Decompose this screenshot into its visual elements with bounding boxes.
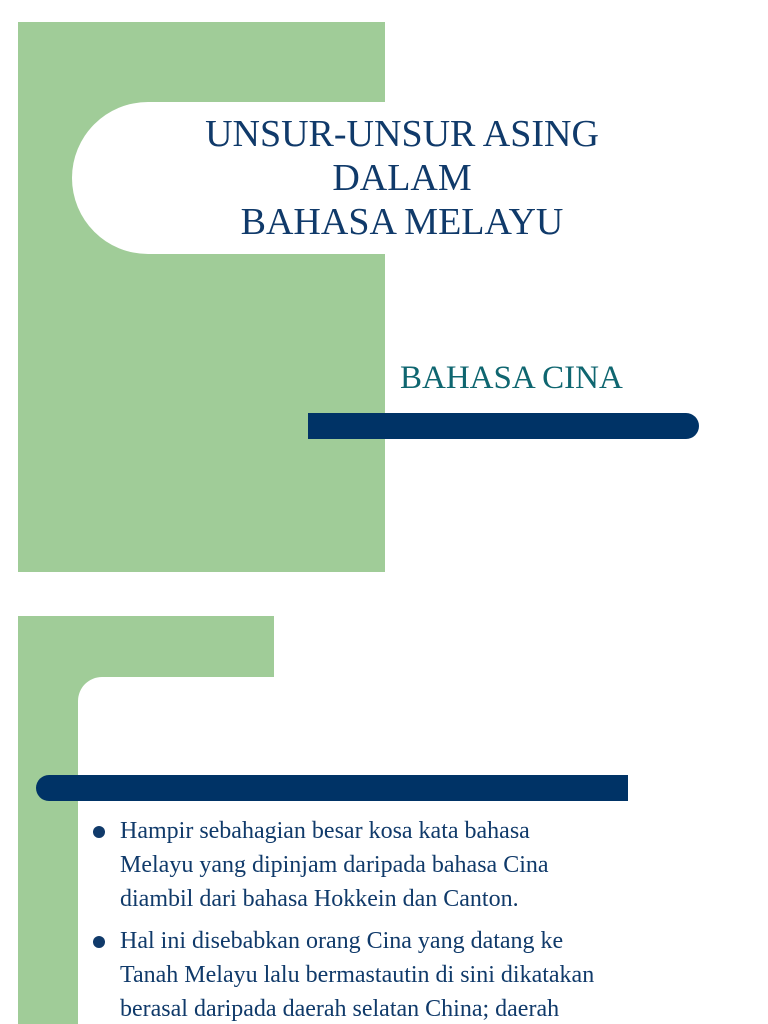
bullet-dot-icon (93, 936, 105, 948)
bullet-line: berasal daripada daerah selatan China; daerah (120, 996, 560, 1022)
bullet-line: Tanah Melayu lalu bermastautin di sini dikatakan (120, 962, 595, 988)
bullet-line: Hampir sebahagian besar kosa kata bahasa (120, 818, 530, 844)
slide1-subtitle: BAHASA CINA (400, 360, 623, 396)
bullet-dot-icon (93, 826, 105, 838)
slide1-title-line: DALAM (332, 157, 472, 199)
bullet-line: Hal ini disebabkan orang Cina yang datang ke (120, 928, 564, 954)
bullet-line: Melayu yang dipinjam daripada bahasa Cina (120, 852, 549, 878)
bullet-item (90, 924, 730, 1024)
bullet-item (90, 814, 730, 916)
slide2-accent-bar (36, 775, 628, 801)
slide2-bullet-list (90, 814, 730, 1024)
bullet-line: diambil dari bahasa Hokkein dan Canton. (120, 886, 519, 912)
slide1-title (180, 112, 624, 244)
slide1-accent-bar (308, 413, 699, 439)
slide1-title-line: BAHASA MELAYU (240, 201, 564, 243)
slide1-title-line: UNSUR-UNSUR ASING (205, 113, 599, 155)
